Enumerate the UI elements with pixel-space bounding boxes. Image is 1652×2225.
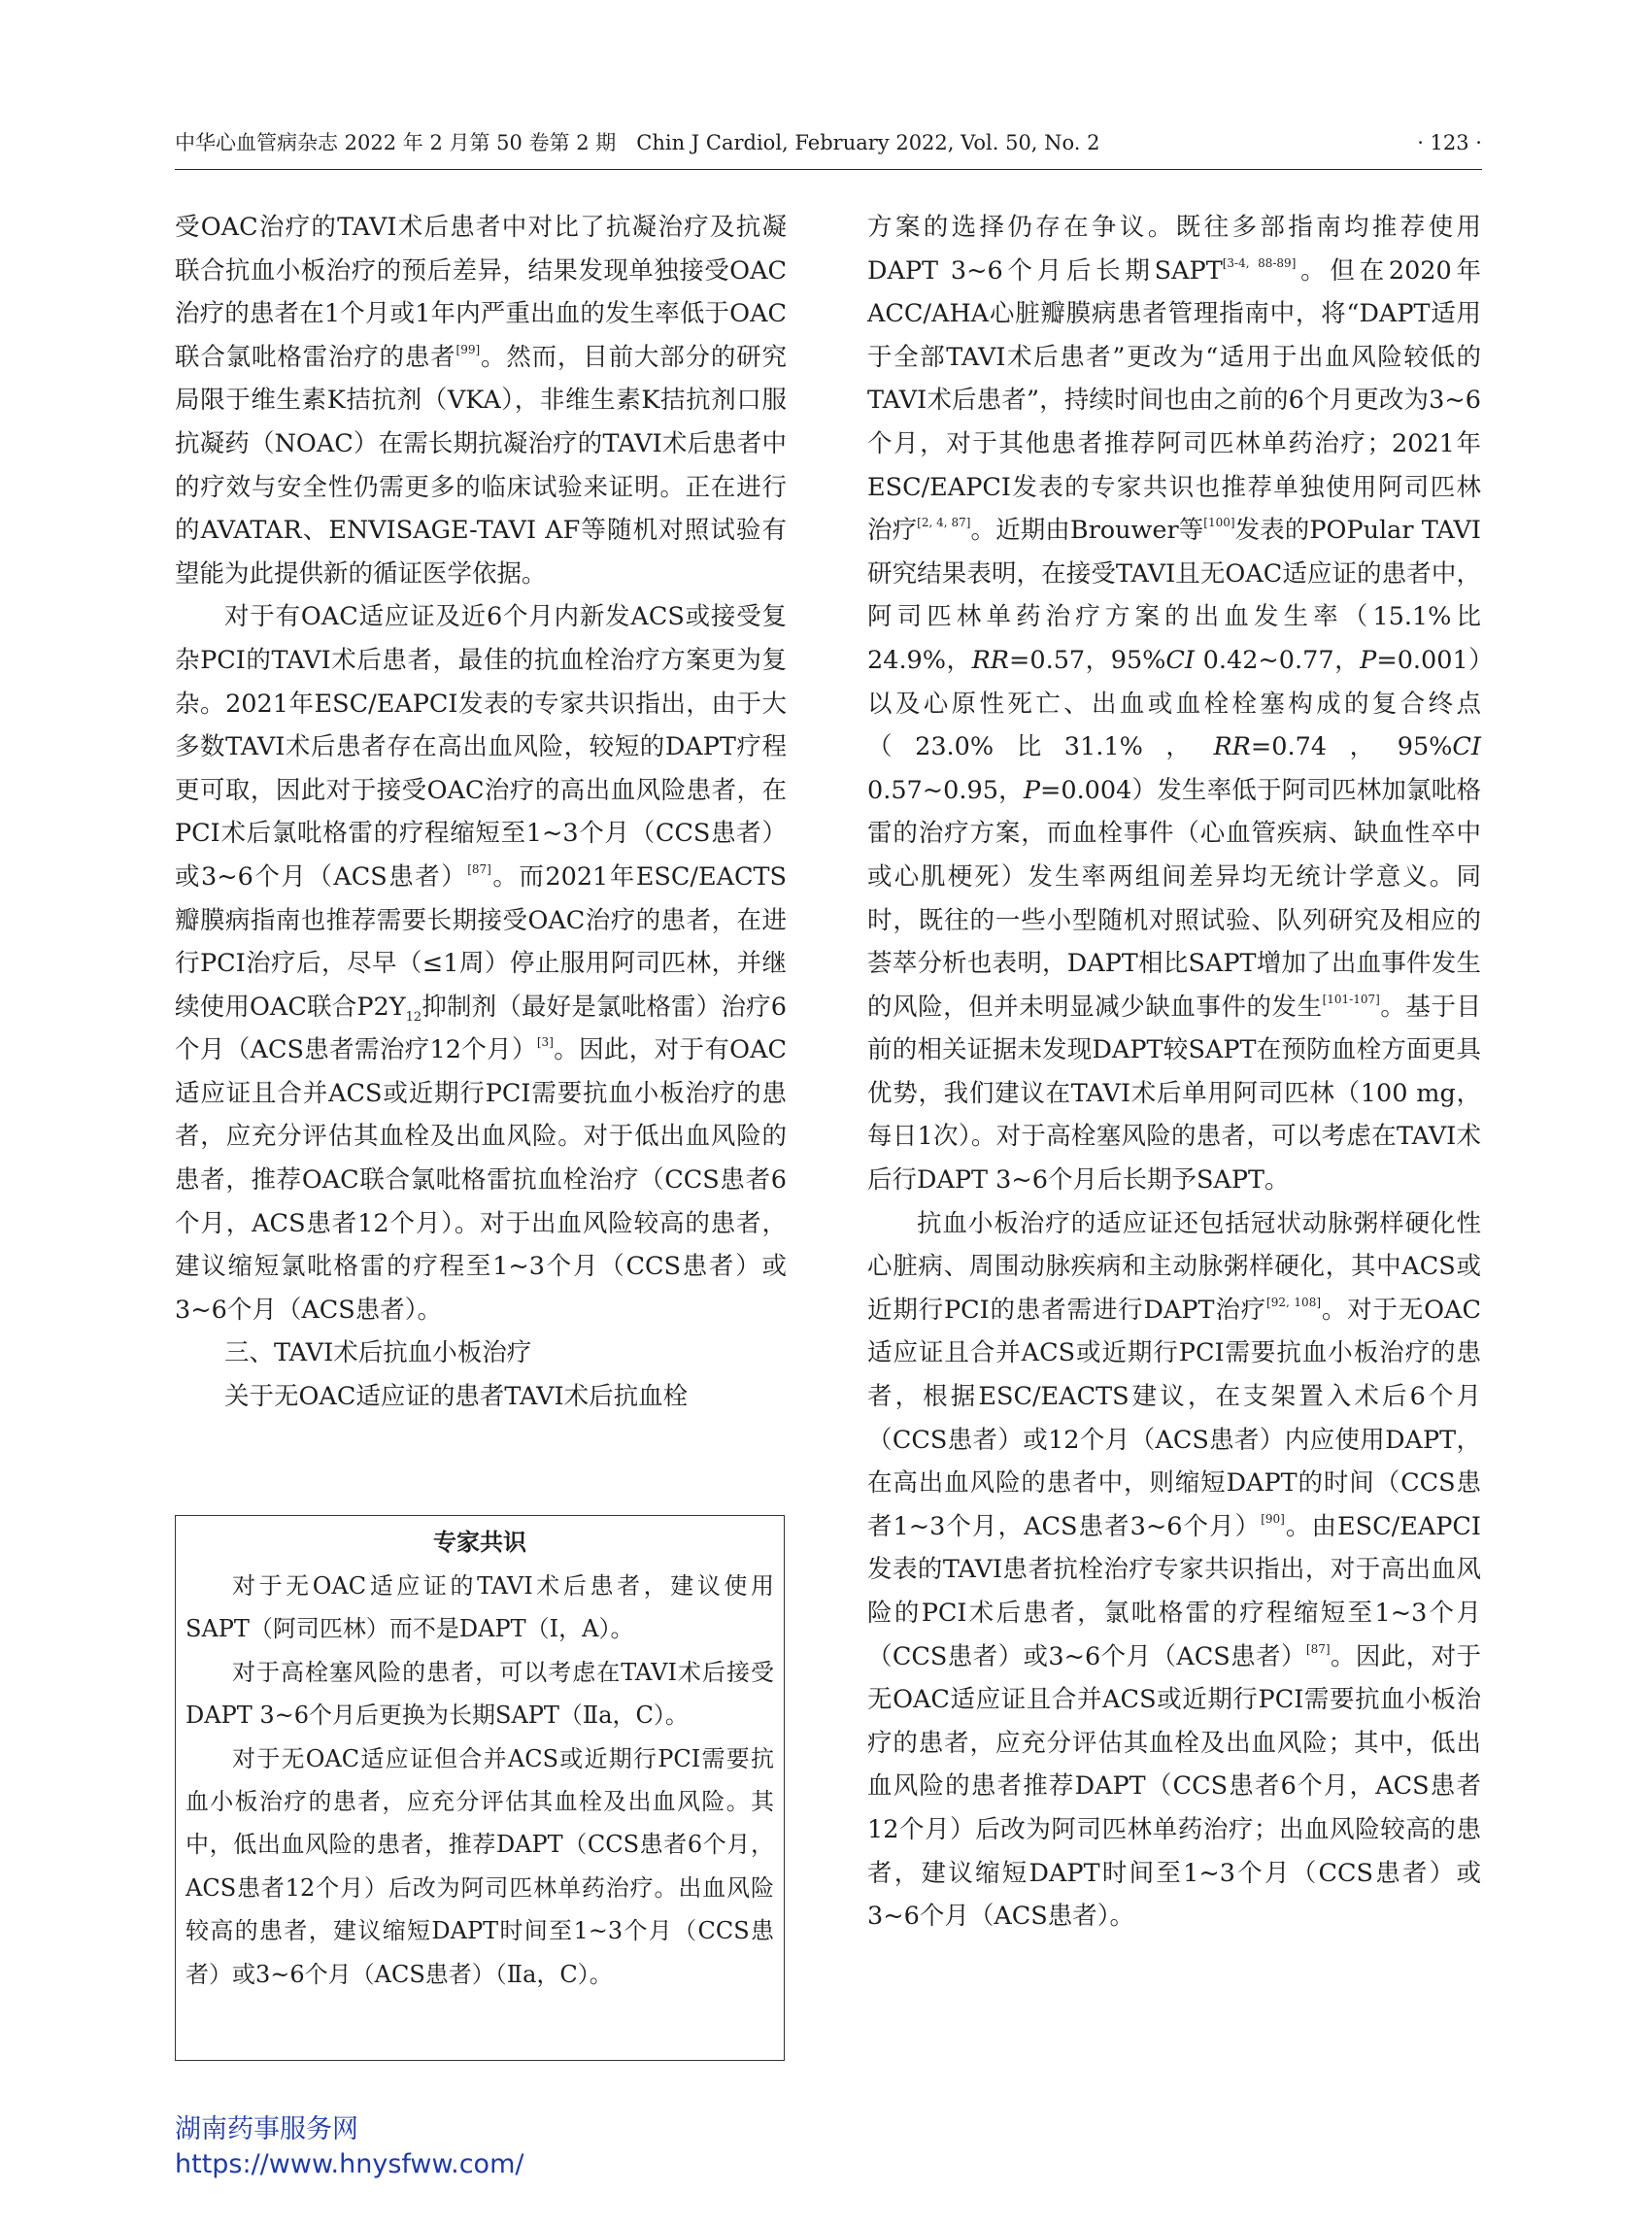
box-title: 专家共识 [433,1529,526,1556]
reference-link[interactable]: [100] [1203,516,1235,530]
reference-link[interactable]: [99] [455,342,481,356]
reference-link[interactable]: [87] [467,861,491,876]
paragraph: 抗血小板治疗的适应证还包括冠状动脉粥样硬化性心脏病、周围动脉疾病和主动脉粥样硬化，其中ACS或近期行PCI的患者需进行DAPT治疗[92, 108]。对于无OAC适应证且合并ACS或近期行PCI需要抗血小板治疗的患者，根据ESC/EACTS建议，在支架置入术后6个月（CCS患者）或12个月（ACS患者）内应使用DAPT，在高出血风险的患者中，则缩短DAPT的时间（CCS患者1~3个月，ACS患者3~6个月）[90]。由ESC/EAPCI发表的TAVI患者抗栓治疗专家共识指出，对于高出血风险的PCI术后患者，氯吡格雷的疗程缩短至1~3个月（CCS患者）或3~6个月（ACS患者）[87]。因此，对于无OAC适应证且合并ACS或近期行PCI需要抗血小板治疗的患者，应充分评估其血栓及出血风险；其中，低出血风险的患者推荐DAPT（CCS患者6个月，ACS患者12个月）后改为阿司匹林单药治疗；出血风险较高的患者，建议缩短DAPT时间至1~3个月（CCS患者）或3~6个月（ACS患者）。 [867,1208,1481,1932]
reference-link[interactable]: [101-107] [1322,992,1380,1006]
site-name: 湖南药事服务网 [175,2114,358,2144]
reference-link[interactable]: [2, 4, 87] [917,516,971,530]
section-heading: 三、TAVI术后抗血小板治疗 [224,1338,532,1368]
reference-link[interactable]: [90] [1261,1511,1285,1526]
reference-link[interactable]: [87] [1305,1641,1331,1656]
site-url-link[interactable]: https://www.hnysfww.com/ [175,2149,524,2179]
left-column [175,206,787,1419]
reference-link[interactable]: [3-4, 88-89] [1222,255,1297,270]
paragraph: 关于无OAC适应证的患者TAVI术后抗血栓 [224,1382,689,1412]
reference-link[interactable]: [92, 108] [1266,1295,1322,1309]
page-number: · 123 · [1417,131,1482,154]
paragraph: 受OAC治疗的TAVI术后患者中对比了抗凝治疗及抗凝联合抗血小板治疗的预后差异，结果发现单独接受OAC治疗的患者在1个月或1年内严重出血的发生率低于OAC联合氯吡格雷治疗的患者[99]。然而，目前大部分的研究局限于维生素K拮抗剂（VKA），非维生素K拮抗剂口服抗凝药（NOAC）在需长期抗凝治疗的TAVI术后患者中的疗效与安全性仍需更多的临床试验来证明。正在进行的AVATAR、ENVISAGE-TAVI AF等随机对照试验有望能为此提供新的循证医学依据。 [175,213,787,589]
expert-consensus-box [175,1515,785,2061]
consensus-item: 对于高栓塞风险的患者，可以考虑在TAVI术后接受DAPT 3~6个月后更换为长期SAPT（Ⅱa，C）。 [185,1658,774,1730]
consensus-item: 对于无OAC适应证但合并ACS或近期行PCI需要抗血小板治疗的患者，应充分评估其血栓及出血风险。其中，低出血风险的患者，推荐DAPT（CCS患者6个月，ACS患者12个月）后改为阿司匹林单药治疗。出血风险较高的患者，建议缩短DAPT时间至1~3个月（CCS患者）或3~6个月（ACS患者）（Ⅱa，C）。 [185,1744,774,1988]
reference-link[interactable]: [3] [536,1035,554,1050]
consensus-item: 对于无OAC适应证的TAVI术后患者，建议使用SAPT（阿司匹林）而不是DAPT（Ⅰ，A）。 [185,1572,774,1643]
paragraph: 方案的选择仍存在争议。既往多部指南均推荐使用DAPT 3~6个月后长期SAPT[3-4, 88-89]。但在2020年ACC/AHA心脏瓣膜病患者管理指南中，将“DAPT适用于全部TAVI术后患者”更改为“适用于出血风险较低的TAVI术后患者”，持续时间也由之前的6个月更改为3~6个月，对于其他患者推荐阿司匹林单药治疗；2021年ESC/EAPCI发表的专家共识也推荐单独使用阿司匹林治疗[2, 4, 87]。近期由Brouwer等[100]发表的POPular TAVI研究结果表明，在接受TAVI且无OAC适应证的患者中，阿司匹林单药治疗方案的出血发生率（15.1%比24.9%，RR=0.57，95%CI 0.42~0.77，P=0.001）以及心原性死亡、出血或血栓栓塞构成的复合终点（23.0%比31.1%，RR=0.74，95%CI 0.57~0.95，P=0.004）发生率低于阿司匹林加氯吡格雷的治疗方案，而血栓事件（心血管疾病、缺血性卒中或心肌梗死）发生率两组间差异均无统计学意义。同时，既往的一些小型随机对照试验、队列研究及相应的荟萃分析也表明，DAPT相比SAPT增加了出血事件发生的风险，但并未明显减少缺血事件的发生[101-107]。基于目前的相关证据未发现DAPT较SAPT在预防血栓方面更具优势，我们建议在TAVI术后单用阿司匹林（100 mg，每日1次）。对于高栓塞风险的患者，可以考虑在TAVI术后行DAPT 3~6个月后长期予SAPT。 [867,213,1482,1196]
watermark-footer [175,2112,523,2182]
header-rule [175,169,1482,170]
paragraph: 对于有OAC适应证及近6个月内新发ACS或接受复杂PCI的TAVI术后患者，最佳的抗血栓治疗方案更为复杂。2021年ESC/EAPCI发表的专家共识指出，由于大多数TAVI术后患者存在高出血风险，较短的DAPT疗程更可取，因此对于接受OAC治疗的高出血风险患者，在PCI术后氯吡格雷的疗程缩短至1~3个月（CCS患者）或3~6个月（ACS患者）[87]。而2021年ESC/EACTS瓣膜病指南也推荐需要长期接受OAC治疗的患者，在进行PCI治疗后，尽早（≤1周）停止服用阿司匹林，并继续使用OAC联合$P2Y_{12}$抑制剂（最好是氯吡格雷）治疗6个月（ACS患者需治疗12个月）[3]。因此，对于有OAC适应证且合并ACS或近期行PCI需要抗血小板治疗的患者，应充分评估其血栓及出血风险。对于低出血风险的患者，推荐OAC联合氯吡格雷抗血栓治疗（CCS患者6个月，ACS患者12个月）。对于出血风险较高的患者，建议缩短氯吡格雷的疗程至1~3个月（CCS患者）或3~6个月（ACS患者）。 [175,602,787,1325]
right-column [867,206,1481,1938]
journal-citation: 中华心血管病杂志 2022 年 2 月第 50 卷第 2 期 Chin J Cardiol, February 2022, Vol. 50, No. 2 [175,131,1100,154]
